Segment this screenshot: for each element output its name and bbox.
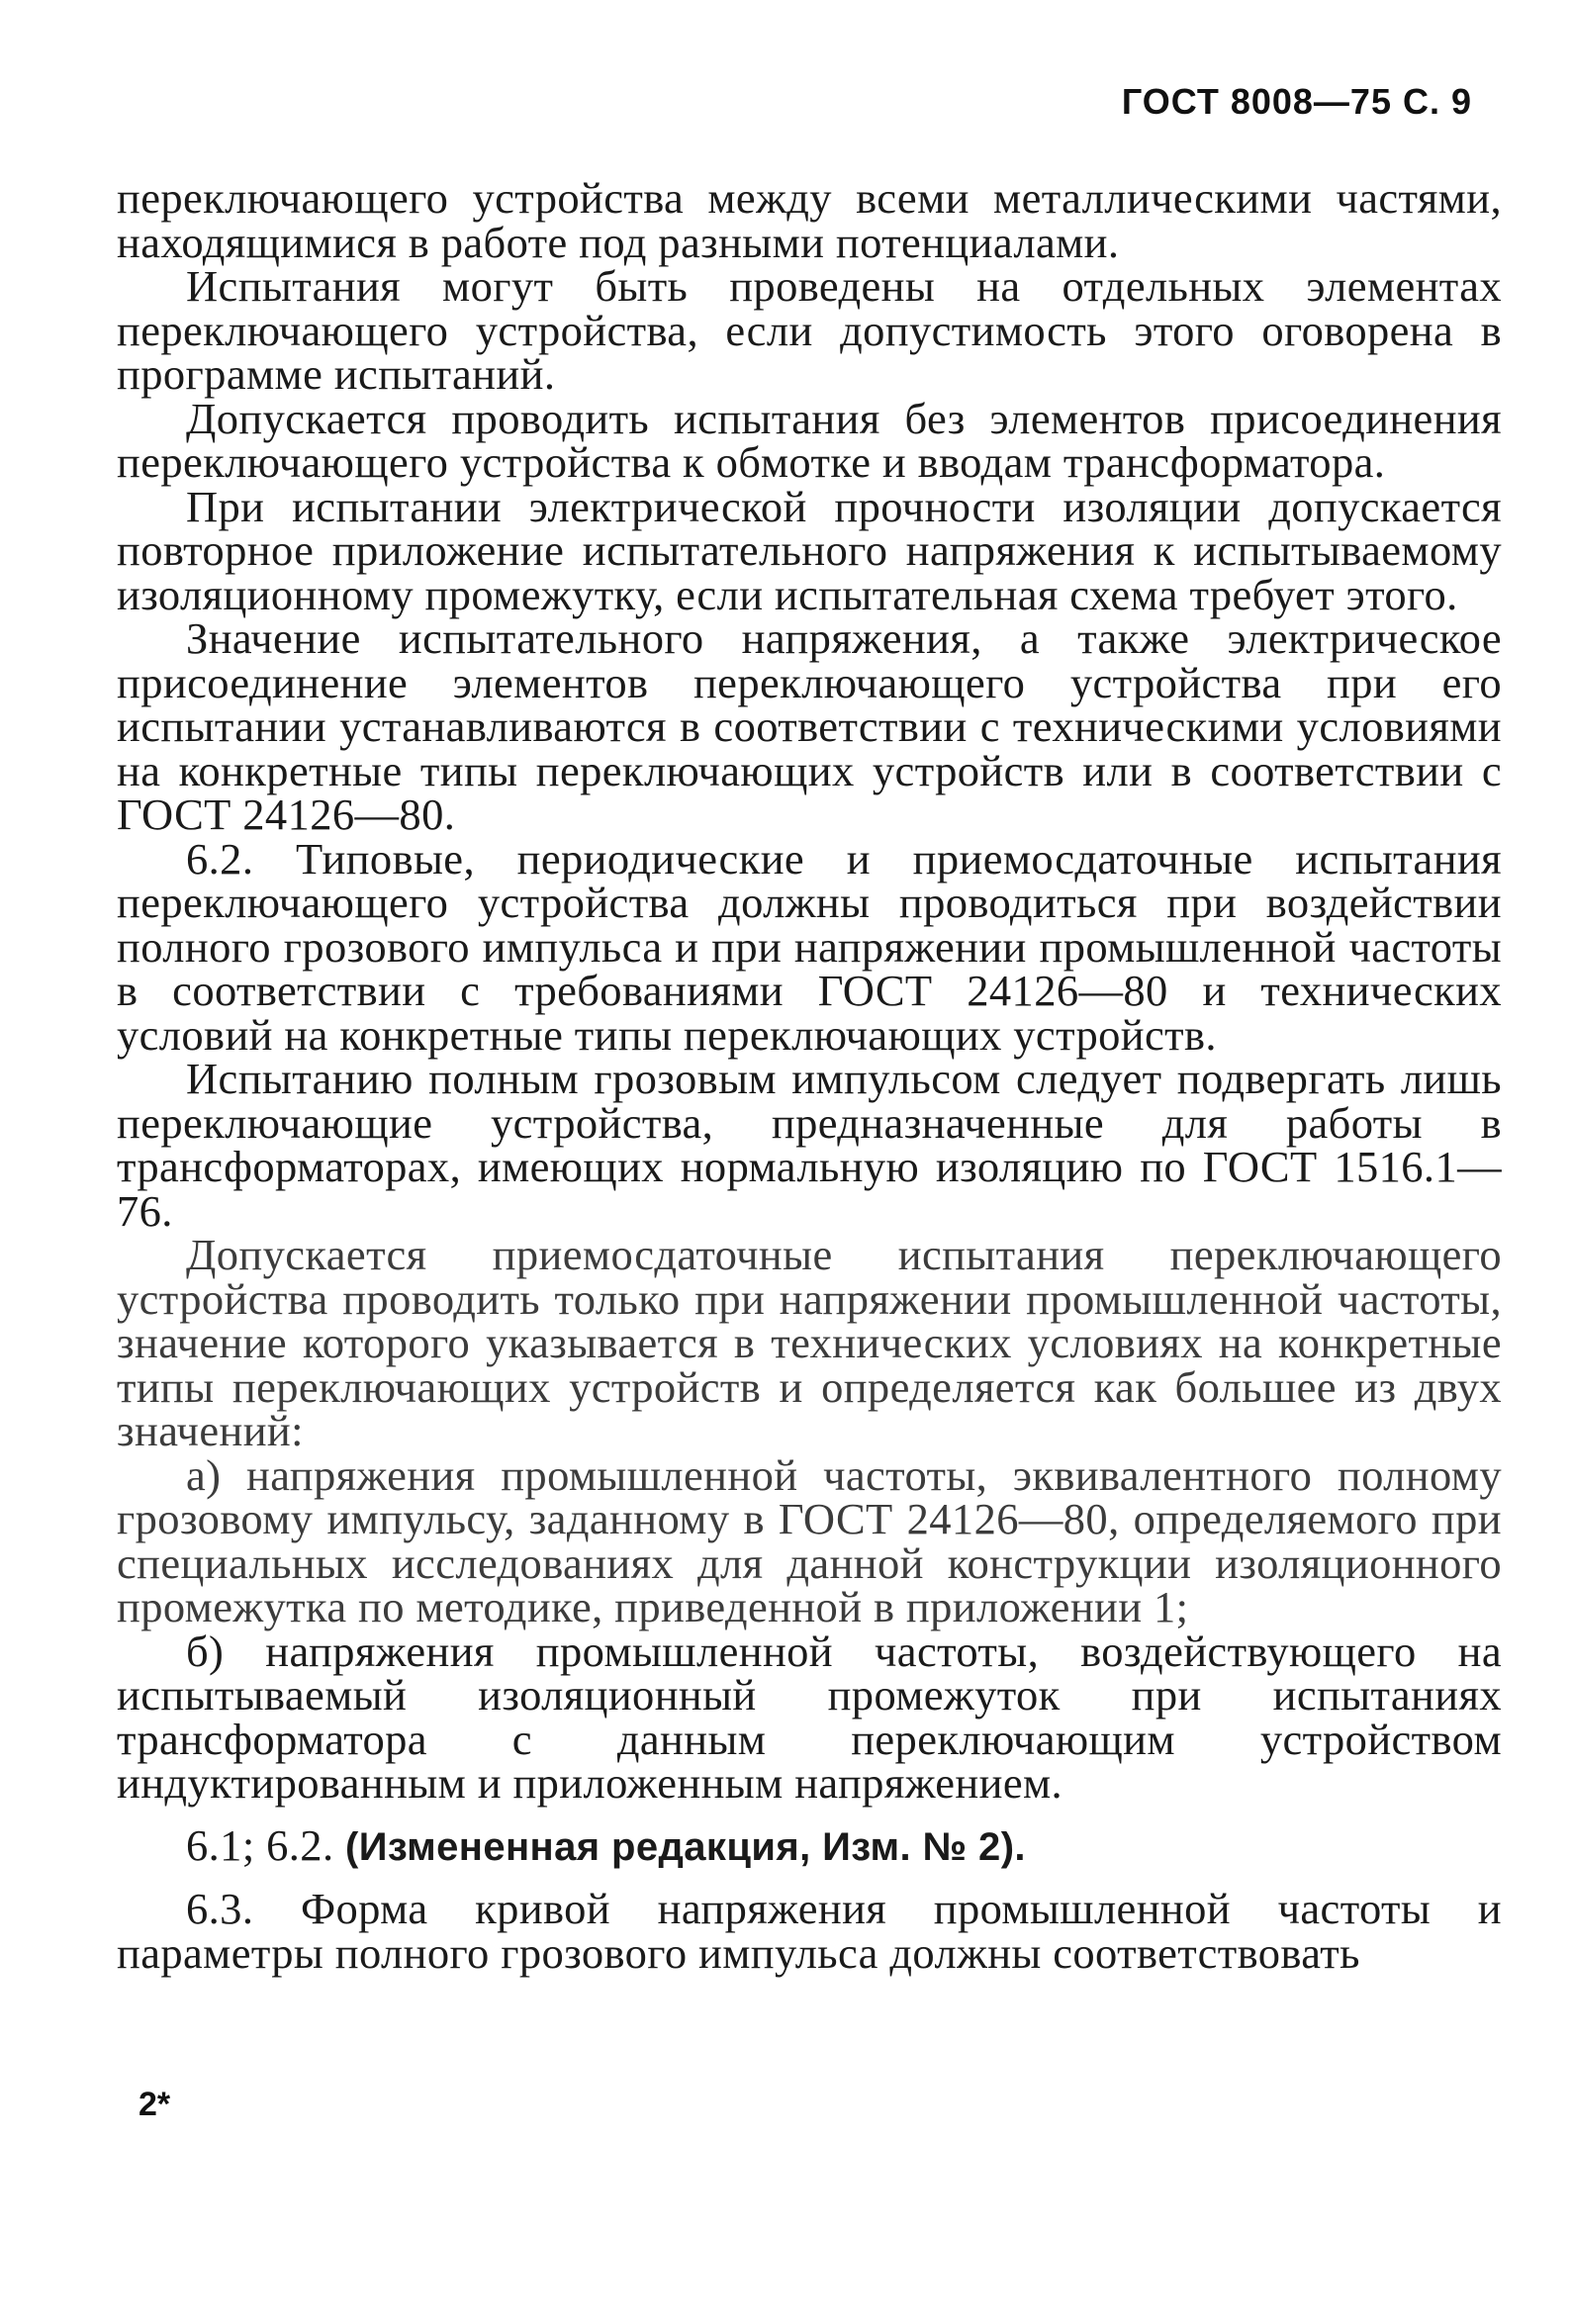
paragraph-continuation: переключающего устройства между всеми металлическими частями, находящимися в работе под разными потенциалами. <box>117 173 1502 267</box>
paragraph-separate-elements: Испытания могут быть проведены на отдельных элементах переключающего устройства, если допустимость этого оговорена в программе испытаний. <box>117 261 1502 399</box>
list-item-b: б) напряжения промышленной частоты, воздействующего на испытываемый изоляционный промежуток при испытаниях трансформатора с данным переключающим устройством индуктированным и приложенным напряжением. <box>117 1626 1502 1808</box>
running-head: ГОСТ 8008—75 С. 9 <box>1121 81 1472 122</box>
paragraph-test-voltage-value: Значение испытательного напряжения, а также электрическое присоединение элементов переключающего устройства при его испытании устанавливаются в соответствии с техническими условиями на конкретные типы переключающих устройств или в соответствии с ГОСТ 24126—80. <box>117 613 1502 839</box>
amendment-bold: (Измененная редакция, Изм. № 2). <box>345 1824 1026 1869</box>
paragraph-acceptance-tests: Допускается приемосдаточные испытания переключающего устройства проводить только при напряжении промышленной частоты, значение которого указывается в технических условиях на конкретные типы переключающих устройств и определяется как большее из двух значений: <box>117 1230 1502 1455</box>
amendment-note <box>117 1819 1502 1870</box>
paragraph-6-2: 6.2. Типовые, периодические и приемосдаточные испытания переключающего устройства должны проводиться при воздействии полного грозового импульса и при напряжении промышленной частоты в соответствии с требованиями ГОСТ 24126—80 и технических условий на конкретные типы переключающих устройств. <box>117 833 1502 1060</box>
paragraph-6-3: 6.3. Форма кривой напряжения промышленной частоты и параметры полного грозового импульса должны соответствовать <box>117 1884 1502 1978</box>
body-text <box>117 173 1502 1978</box>
paragraph-connection-elements: Допускается проводить испытания без элементов присоединения переключающего устройства к обмотке и вводам трансформатора. <box>117 393 1502 487</box>
amendment-prefix: 6.1; 6.2. <box>186 1819 345 1870</box>
paragraph-repeated-application: При испытании электрической прочности изоляции допускается повторное приложение испытательного напряжения к испытываемому изоляционному промежутку, если испытательная схема требует этого. <box>117 481 1502 619</box>
signature-mark: 2* <box>139 2086 171 2123</box>
list-item-a: а) напряжения промышленной частоты, эквивалентного полному грозовому импульсу, заданному в ГОСТ 24126—80, определяемого при специальных исследованиях для данной конструкции изоляционного промежутка по методике, приведенной в приложении 1; <box>117 1449 1502 1631</box>
paragraph-lightning-impulse: Испытанию полным грозовым импульсом следует подвергать лишь переключающие устройства, предназначенные для работы в трансформаторах, имеющих нормальную изоляцию по ГОСТ 1516.1—76. <box>117 1054 1502 1236</box>
